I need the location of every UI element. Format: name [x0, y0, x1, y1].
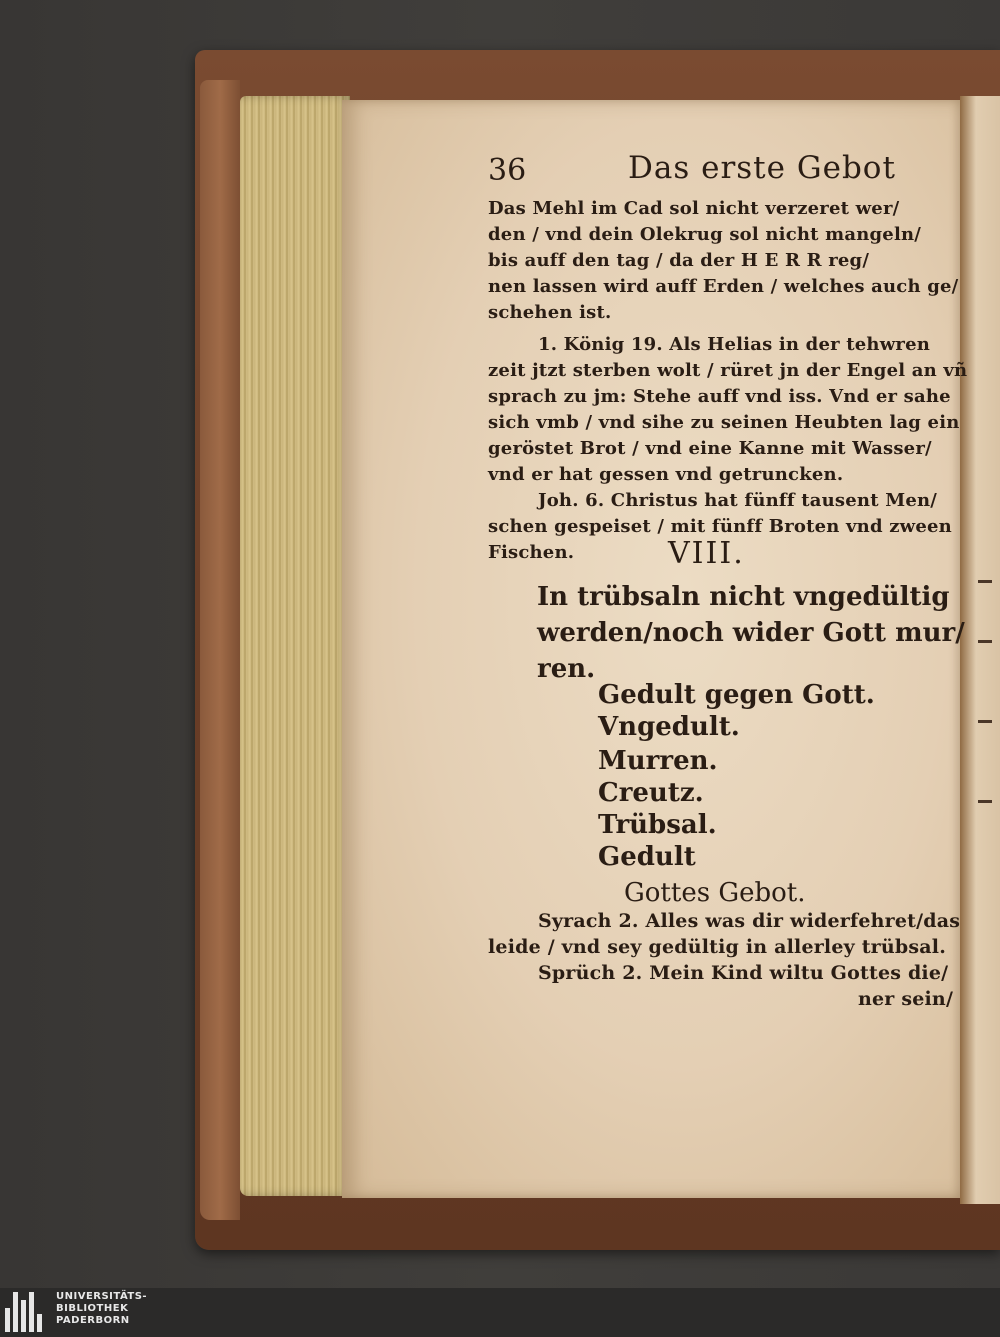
- section-heading-line: ren.: [537, 654, 596, 684]
- facing-page-mark: [978, 640, 992, 643]
- body-line: sich vmb / vnd sihe zu seinen Heubten lag ein: [488, 412, 960, 433]
- body-line: schehen ist.: [488, 302, 612, 323]
- facing-page-mark: [978, 580, 992, 583]
- topic-item: Trübsal.: [598, 810, 717, 840]
- topic-item: Murren.: [598, 746, 718, 776]
- library-logo-icon: [5, 1292, 47, 1332]
- body-line: Joh. 6. Christus hat fünff tausent Men/: [538, 490, 938, 511]
- page-edges: [240, 96, 350, 1196]
- facing-page-edge: [960, 96, 1000, 1204]
- closing-line: ner sein/: [858, 988, 954, 1010]
- closing-line: leide / vnd sey gedültig in allerley trübsal.: [488, 936, 947, 958]
- body-line: sprach zu jm: Stehe auff vnd iss. Vnd er sahe: [488, 386, 951, 407]
- book-spine-edge: [200, 80, 240, 1220]
- footer-institution-line: BIBLIOTHEK: [56, 1303, 129, 1314]
- page-number: 36: [488, 153, 527, 188]
- facing-page-mark: [978, 720, 992, 723]
- section-heading-line: werden/noch wider Gott mur/: [537, 618, 965, 648]
- body-line: schen gespeiset / mit fünff Broten vnd zween: [488, 516, 952, 537]
- sub-heading: Gottes Gebot.: [624, 878, 806, 908]
- facing-page-mark: [978, 800, 992, 803]
- running-title: Das erste Gebot: [628, 150, 896, 186]
- section-number: VIII.: [668, 536, 745, 571]
- body-line: bis auff den tag / da der H E R R reg/: [488, 250, 870, 271]
- body-line: geröstet Brot / vnd eine Kanne mit Wasser/: [488, 438, 932, 459]
- body-line: Das Mehl im Cad sol nicht verzeret wer/: [488, 198, 900, 219]
- footer-bar: [0, 1288, 1000, 1337]
- topic-item: Creutz.: [598, 778, 704, 808]
- topic-item: Gedult gegen Gott.: [598, 680, 875, 710]
- section-heading-line: In trübsaln nicht vngedültig: [537, 582, 950, 612]
- body-line: den / vnd dein Olekrug sol nicht mangeln/: [488, 224, 922, 245]
- body-line: Fischen.: [488, 542, 575, 563]
- footer-institution-line: UNIVERSITÄTS-: [56, 1291, 148, 1302]
- body-line: zeit jtzt sterben wolt / rüret jn der Engel an vñ: [488, 360, 968, 381]
- body-line: nen lassen wird auff Erden / welches auch ge/: [488, 276, 959, 297]
- closing-line: Sprüch 2. Mein Kind wiltu Gottes die/: [538, 962, 949, 984]
- footer-institution-line: PADERBORN: [56, 1315, 130, 1326]
- body-line: vnd er hat gessen vnd getruncken.: [488, 464, 844, 485]
- body-line: 1. König 19. Als Helias in der tehwren: [538, 334, 931, 355]
- closing-line: Syrach 2. Alles was dir widerfehret/das: [538, 910, 961, 932]
- topic-item: Vngedult.: [598, 712, 740, 742]
- topic-item: Gedult: [598, 842, 696, 872]
